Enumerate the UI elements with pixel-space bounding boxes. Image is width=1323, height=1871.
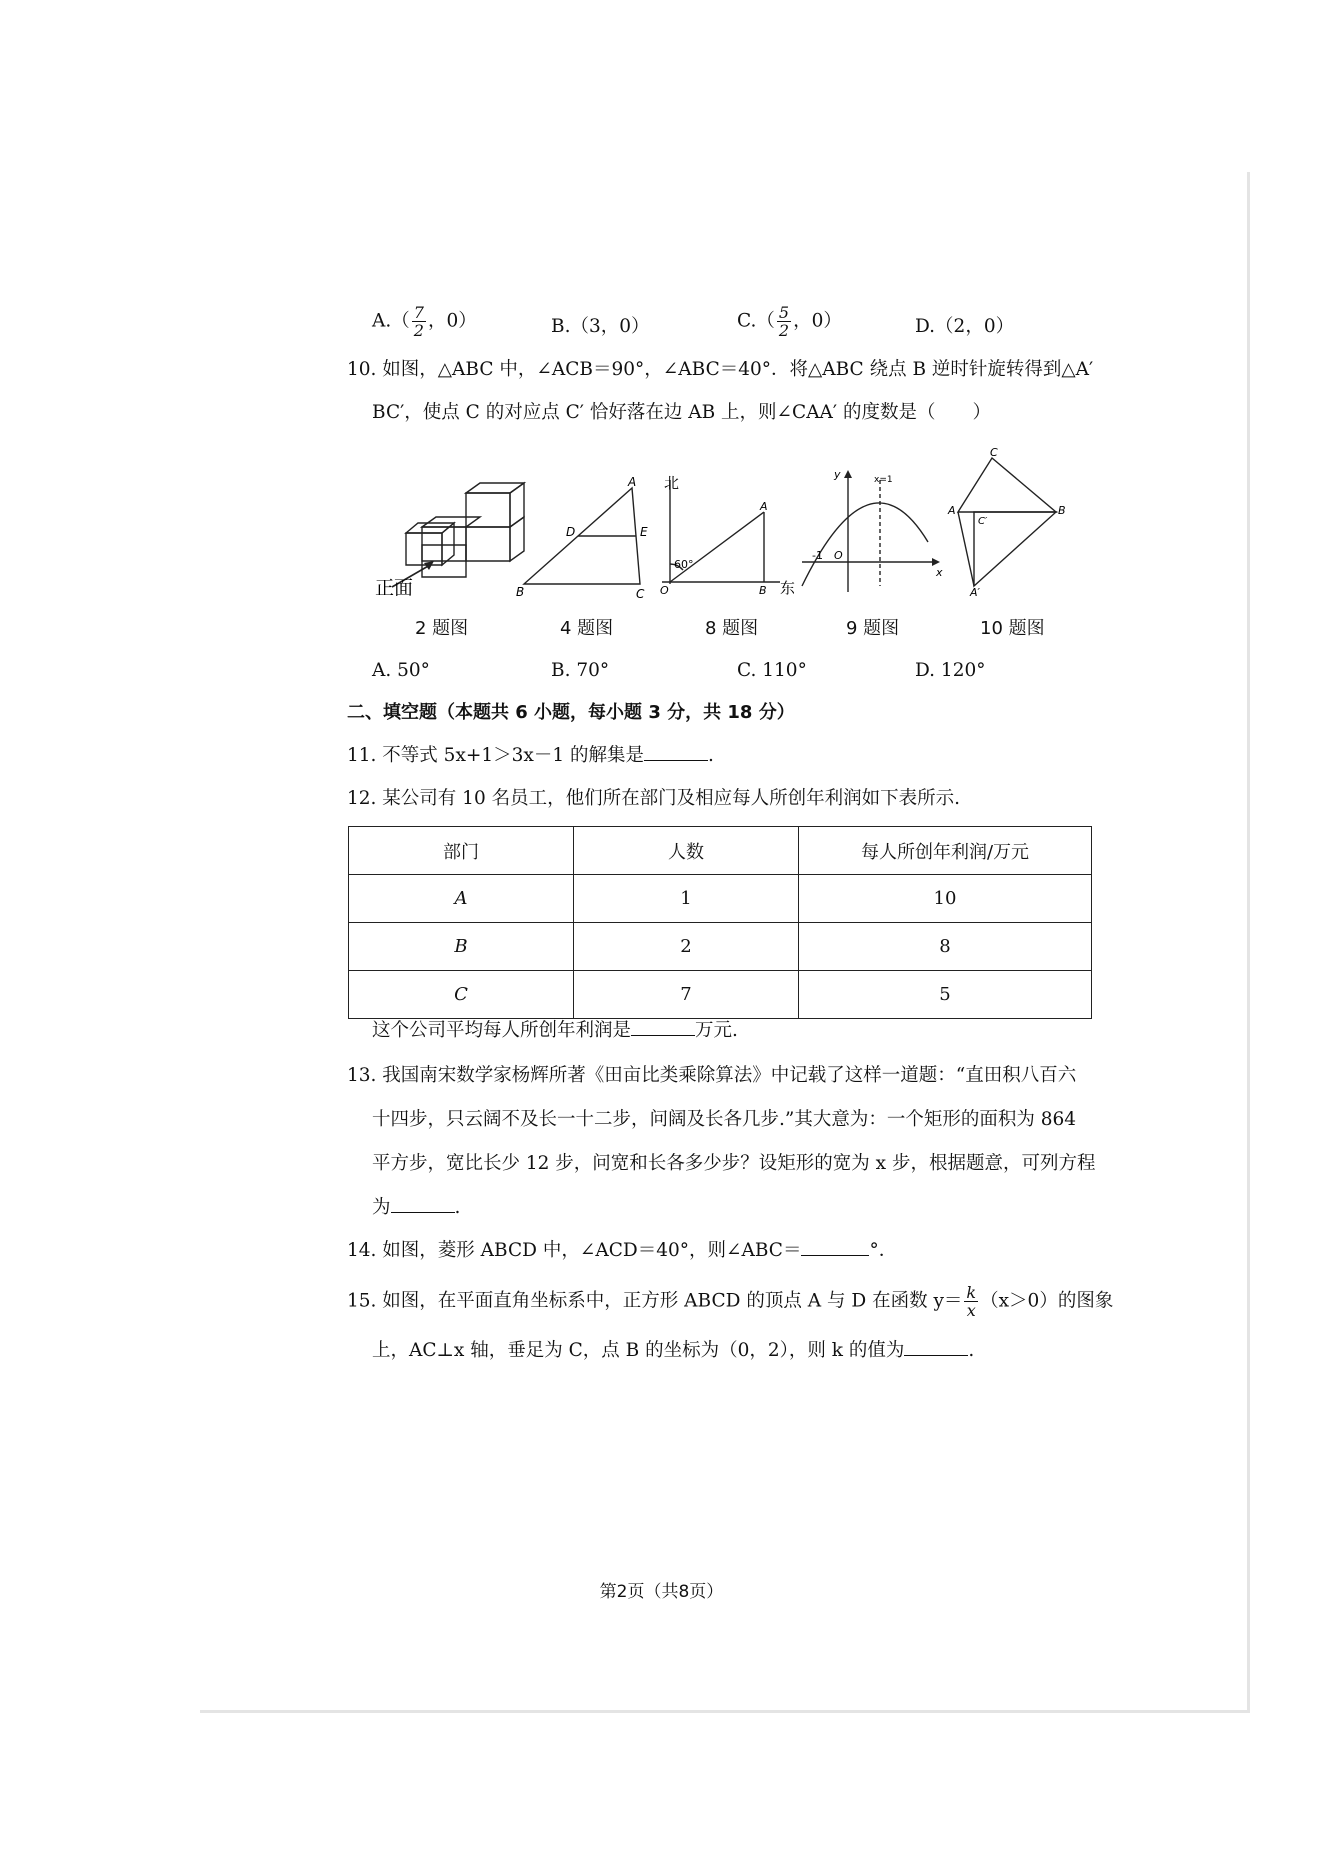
figure-2-cubes <box>370 475 530 600</box>
table-cell: 10 <box>799 875 1092 923</box>
svg-text:D: D <box>566 525 576 539</box>
svg-text:C: C <box>636 587 645 599</box>
table-header-cell: 人数 <box>574 827 799 875</box>
q13-line-1: 13. 我国南宋数学家杨辉所著《田亩比类乘除算法》中记载了这样一道题：“直田积八百六 <box>347 1065 1077 1086</box>
svg-text:A: A <box>948 504 956 517</box>
table-cell: 7 <box>574 971 799 1019</box>
page-footer: 第2页（共8页） <box>599 1582 724 1602</box>
svg-text:E: E <box>640 525 648 539</box>
table-row <box>349 923 1092 971</box>
table-cell: 1 <box>574 875 799 923</box>
q10-option-d: D. 120° <box>915 660 986 681</box>
fig10-caption: 10 题图 <box>980 618 1045 639</box>
q13-answer-blank <box>391 1212 455 1213</box>
figure-4-triangle <box>510 474 660 599</box>
svg-text:-1: -1 <box>812 549 823 562</box>
fig2-caption: 2 题图 <box>415 618 469 639</box>
svg-text:B: B <box>759 584 767 597</box>
svg-text:北: 北 <box>664 474 680 492</box>
svg-text:A′: A′ <box>970 586 981 598</box>
table-header-cell: 部门 <box>349 827 574 875</box>
table-cell: 5 <box>799 971 1092 1019</box>
svg-text:O: O <box>834 549 843 562</box>
table-header-row <box>349 827 1092 875</box>
q10-line-2: BC′，使点 C 的对应点 C′ 恰好落在边 AB 上，则∠CAA′ 的度数是（ ） <box>372 402 992 423</box>
figure-8-bearing <box>650 472 800 597</box>
fig4-caption: 4 题图 <box>560 618 614 639</box>
q12-answer-blank <box>631 1035 695 1036</box>
q15-answer-blank <box>904 1355 968 1356</box>
q13-line-3: 平方步，宽比长少 12 步，问宽和长各多少步？设矩形的宽为 x 步，根据题意，可列方程 <box>372 1153 1096 1174</box>
q10-line-1: 10. 如图，△ABC 中，∠ACB＝90°，∠ABC＝40°．将△ABC 绕点 B 逆时针旋转得到△A′ <box>347 359 1094 380</box>
fig8-caption: 8 题图 <box>705 618 759 639</box>
svg-text:B: B <box>1058 504 1066 517</box>
q13-line-4: 为 . <box>372 1197 461 1218</box>
svg-text:60°: 60° <box>674 558 694 571</box>
q10-option-b: B. 70° <box>551 660 610 681</box>
fig9-caption: 9 题图 <box>846 618 900 639</box>
section-2-title: 二、填空题（本题共 6 小题，每小题 3 分，共 18 分） <box>347 702 795 723</box>
svg-text:A: A <box>760 500 768 513</box>
figure-10-rotation <box>944 448 1074 598</box>
q14-answer-blank <box>801 1255 869 1256</box>
q13-line-2: 十四步，只云阔不及长一十二步，问阔及长各几步.”其大意为：一个矩形的面积为 864 <box>372 1109 1077 1130</box>
q15-line-1: 15. 如图，在平面直角坐标系中，正方形 ABCD 的顶点 A 与 D 在函数 y＝ $\frac{k}{x}$ （x＞0）的图象 <box>347 1283 1114 1320</box>
svg-text:东: 东 <box>780 579 796 597</box>
table-cell: 8 <box>799 923 1092 971</box>
svg-text:x: x <box>936 566 943 579</box>
table-cell: B <box>349 923 574 971</box>
fig2-front-label: 正面 <box>375 577 414 599</box>
svg-text:B: B <box>516 585 525 599</box>
q9-option-a: A.（ $\frac{7}{2}$ ，0） <box>372 303 477 340</box>
table-row <box>349 971 1092 1019</box>
q9-option-b: B.（3，0） <box>551 316 650 337</box>
q12-after: 这个公司平均每人所创年利润是 万元. <box>372 1020 738 1041</box>
q14: 14. 如图，菱形 ABCD 中，∠ACD＝40°，则∠ABC＝ °． <box>347 1240 898 1261</box>
svg-text:C: C <box>990 448 998 459</box>
q11-answer-blank <box>644 760 708 761</box>
q10-option-a: A. 50° <box>372 660 430 681</box>
table-row <box>349 875 1092 923</box>
q9-option-d: D.（2，0） <box>915 316 1015 337</box>
svg-text:x=1: x=1 <box>874 475 893 485</box>
table-header-cell: 每人所创年利润/万元 <box>799 827 1092 875</box>
q12-intro: 12. 某公司有 10 名员工，他们所在部门及相应每人所创年利润如下表所示. <box>347 788 960 809</box>
q11: 11. 不等式 5x+1＞3x－1 的解集是 . <box>347 745 714 766</box>
svg-text:O: O <box>660 584 669 597</box>
table-cell: 2 <box>574 923 799 971</box>
q15-line-2: 上，AC⊥x 轴，垂足为 C，点 B 的坐标为（0，2），则 k 的值为 . <box>372 1340 975 1361</box>
svg-text:y: y <box>834 468 841 481</box>
page-edge-bottom <box>200 1710 1250 1713</box>
svg-text:A: A <box>628 475 637 489</box>
page-edge-right <box>1247 172 1250 1712</box>
q10-option-c: C. 110° <box>737 660 807 681</box>
figure-9-parabola <box>796 466 946 596</box>
q12-table <box>348 826 1092 1019</box>
table-cell: C <box>349 971 574 1019</box>
q9-option-c: C.（ $\frac{5}{2}$ ，0） <box>737 303 842 340</box>
table-cell: A <box>349 875 574 923</box>
svg-text:C′: C′ <box>978 516 988 527</box>
